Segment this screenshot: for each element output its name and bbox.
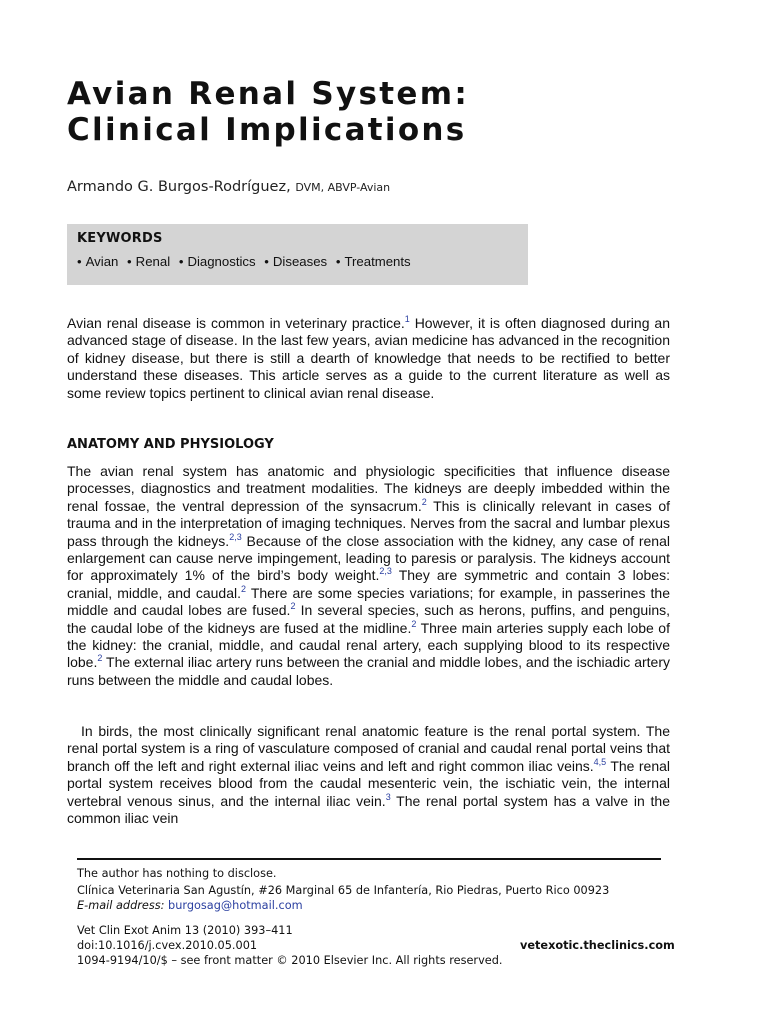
keywords-box [67,224,528,285]
reference-superscript[interactable]: 2 [240,583,246,594]
title-line-2: Clinical Implications [67,112,467,148]
affiliation-note: Clínica Veterinaria San Agustín, #26 Marginal 65 de Infantería, Rio Piedras, Puerto Rico 00923 [77,884,610,897]
intro-text: Avian renal disease is common in veterinary practice. [67,315,405,331]
reference-superscript[interactable]: 2 [421,496,427,507]
keyword-bullet: • [264,254,269,269]
email-link[interactable]: burgosag@hotmail.com [168,899,303,912]
paragraph-text: The external iliac artery runs between the cranial and middle lobes, and the ischiadic artery runs between the middle and caudal lobes. [67,654,670,688]
intro-text: However, it is often diagnosed during an advanced stage of disease. In the last few years, avian medicine has advanced in the recognition of kidney disease, but there is still a dearth of knowledge that needs to be rectified to better understand these diseases. This article serves as a guide to the current literature as well as some review topics pertinent to clinical avian renal disease. [67,315,670,401]
keyword-item: Diseases [272,254,328,269]
reference-superscript[interactable]: 2 [97,653,103,664]
disclosure-note: The author has nothing to disclose. [77,867,277,880]
paragraph-text: The renal portal system has a valve in the common iliac vein [67,792,670,827]
anatomy-paragraph-2 [67,723,670,827]
keyword-bullet: • [127,254,132,269]
keyword-bullet: • [77,254,82,269]
email-label: E-mail address: [77,899,165,912]
doi-line[interactable]: doi:10.1016/j.cvex.2010.05.001 [77,939,258,952]
author-name: Armando G. Burgos-Rodríguez, [67,179,291,195]
paragraph-text: The renal portal system receives blood from the caudal mesenteric vein, the ischiatic vein, the internal vertebral venous sinus, and the internal iliac vein. [67,757,670,809]
paragraph-text: There are some species variations; for example, in passerines the middle and caudal lobes are fused. [67,584,670,619]
paragraph-text: In several species, such as herons, puffins, and penguins, the caudal lobe of the kidneys are fused at the midline. [67,602,670,636]
journal-citation: Vet Clin Exot Anim 13 (2010) 393–411 [77,924,293,937]
keywords-heading: KEYWORDS [77,231,163,246]
paragraph-text: Three main arteries supply each lobe of the kidney: the cranial, middle, and caudal renal artery, each supplying blood to its respective lobe. [67,619,670,671]
keyword-item: Diagnostics [187,254,256,269]
author-line [67,179,390,195]
journal-website[interactable]: vetexotic.theclinics.com [520,939,675,952]
reference-superscript[interactable]: 1 [404,314,410,324]
intro-paragraph [67,315,670,402]
copyright-line: 1094-9194/10/$ – see front matter © 2010 Elsevier Inc. All rights reserved. [77,954,503,967]
keywords-list [77,254,416,269]
keyword-item: Renal [135,254,171,269]
paragraph-text: This is clinically relevant in cases of trauma and in the interpretation of imaging techniques. Nerves from the sacral and lumbar plexus pass through the kidneys. [67,497,670,549]
reference-superscript[interactable]: 2 [411,618,417,629]
reference-superscript[interactable]: 4,5 [593,756,607,767]
anatomy-paragraph-1 [67,463,670,689]
section-heading: ANATOMY AND PHYSIOLOGY [67,437,274,452]
author-credentials: DVM, ABVP-Avian [295,181,391,194]
reference-superscript[interactable]: 2,3 [229,531,242,542]
keyword-bullet: • [178,254,184,269]
reference-superscript[interactable]: 2 [290,601,296,612]
paragraph-text: In birds, the most clinically significant renal anatomic feature is the renal portal system. The renal portal system is a ring of vasculature composed of cranial and caudal renal portal veins that branch off the left and right external iliac veins and left and right common iliac veins. [67,723,670,774]
article-title [67,76,707,148]
keyword-item: Avian [85,254,119,269]
paragraph-text: Because of the close association with the kidney, any case of renal enlargement can cause nerve impingement, leading to paresis or paralysis. The kidneys account for approximately 1% of the bird’s body weight. [67,532,670,584]
title-line-1: Avian Renal System: [67,76,470,112]
paragraph-text: They are symmetric and contain 3 lobes: cranial, middle, and caudal. [67,567,670,601]
paragraph-text: The avian renal system has anatomic and physiologic specificities that influence disease processes, diagnostics and treatment modalities. The kidneys are deeply imbedded within the renal fossae, the ventral depression of the synsacrum. [67,463,670,514]
email-line [77,899,303,912]
keyword-item: Treatments [344,254,411,269]
reference-superscript[interactable]: 2,3 [379,566,392,577]
footnote-divider [77,858,661,860]
keyword-bullet: • [335,254,341,269]
reference-superscript[interactable]: 3 [385,791,391,802]
